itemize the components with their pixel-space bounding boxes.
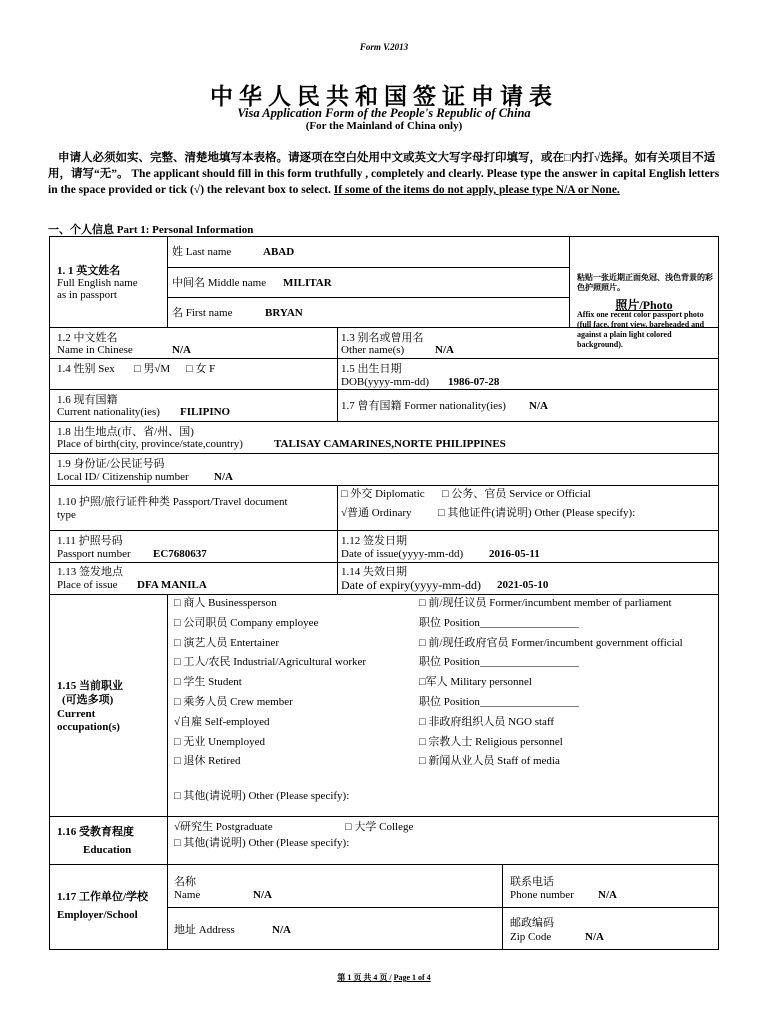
expiry-label-en: Date of expiry(yyyy-mm-dd) (341, 578, 481, 592)
chinese-name-label-en: Name in Chinese (57, 344, 133, 356)
page-number-cn: 第 1 页 共 4 页 / (337, 973, 392, 982)
occupation-left-option-5[interactable]: □ 乘务人员 Crew member (174, 696, 293, 708)
photo-instructions-en[interactable]: Affix one recent color passport photo (full face, front view, bareheaded and against a plain light colored background). (577, 310, 705, 349)
employer-label-en: Employer/School (57, 909, 138, 921)
page-footer (0, 972, 768, 983)
occupation-right-option-8[interactable]: □ 新闻从业人员 Staff of media (419, 755, 560, 768)
dob-value[interactable]: 1986-07-28 (448, 376, 500, 388)
form-subtitle: (For the Mainland of China only) (305, 120, 463, 132)
sex-male-checkbox[interactable]: □ 男√M (134, 363, 171, 375)
nationality-label-cn: 1.6 现有国籍 (57, 394, 118, 406)
former-nationality-value[interactable]: N/A (529, 400, 548, 412)
occupation-other[interactable]: □ 其他(请说明) Other (Please specify): (174, 790, 350, 802)
other-names-value[interactable]: N/A (435, 344, 454, 356)
occupation-right-option-3[interactable]: 职位 Position__________________ (419, 656, 579, 669)
phone-value[interactable]: N/A (598, 889, 617, 901)
phone-label-cn: 联系电话 (510, 876, 554, 888)
passport-type-diplomatic[interactable]: □ 外交 Diplomatic (341, 488, 425, 500)
sex-female-checkbox[interactable]: □ 女 F (186, 363, 216, 375)
middle-name-label: 中间名 Middle name (172, 277, 267, 289)
occupation-left-option-7[interactable]: □ 无业 Unemployed (174, 735, 265, 748)
education-label-en: Education (83, 844, 132, 856)
dob-label-en: DOB(yyyy-mm-dd) (341, 376, 429, 388)
occupation-left-option-0[interactable]: □ 商人 Businessperson (174, 597, 277, 609)
form-title-english: Visa Application Form of the People's Republic of China (237, 106, 531, 120)
other-names-label-cn: 1.3 别名或曾用名 (341, 332, 424, 344)
last-name-label: 姓 Last name (172, 246, 232, 258)
occupation-left-option-4[interactable]: □ 学生 Student (174, 676, 242, 689)
occupation-right-option-4[interactable]: □军人 Military personnel (419, 676, 532, 689)
photo-title: 照片/Photo (615, 298, 673, 312)
local-id-label-en: Local ID/ Citizenship number (57, 471, 189, 483)
occupation-right-option-2[interactable]: □ 前/现任政府官员 Former/incumbent government official (419, 636, 683, 649)
occupation-left-option-2[interactable]: □ 演艺人员 Entertainer (174, 636, 280, 649)
zip-label-cn: 邮政编码 (510, 917, 554, 929)
passport-type-label-2: type (57, 509, 76, 521)
instructions (48, 150, 724, 198)
passport-type-label: 1.10 护照/旅行证件种类 Passport/Travel document (57, 496, 288, 508)
full-name-label-cn: 1. 1 英文姓名 (57, 265, 121, 277)
instructions-en-underlined: If some of the items do not apply, please type N/A or None. (333, 184, 620, 196)
expiry-value[interactable]: 2021-05-10 (497, 579, 549, 591)
form-title-chinese: 中华人民共和国签证申请表 (210, 84, 558, 109)
issue-date-label-cn: 1.12 签发日期 (341, 535, 407, 547)
education-postgraduate[interactable]: √研究生 Postgraduate (174, 821, 273, 833)
passport-type-other[interactable]: □ 其他证件(请说明) Other (Please specify): (438, 507, 636, 519)
instructions-en: The applicant should fill in this form truthfully , completely and clearly. Please type the answer in capital English letters in the space provided or tick (√) the relevant box to select. (48, 168, 720, 196)
nationality-value[interactable]: FILIPINO (180, 406, 231, 418)
sex-label: 1.4 性别 Sex (57, 363, 115, 375)
first-name-value[interactable]: BRYAN (265, 307, 303, 319)
passport-type-ordinary[interactable]: √普通 Ordinary (341, 507, 412, 519)
occupation-label-en: Current (57, 708, 96, 720)
occupation-right-option-5[interactable]: 职位 Position__________________ (419, 696, 579, 708)
full-name-label-en: Full English name (57, 277, 138, 289)
other-names-label-en: Other name(s) (341, 344, 405, 356)
passport-number-label-cn: 1.11 护照号码 (57, 535, 123, 547)
passport-type-service[interactable]: □ 公务、官员 Service or Official (442, 488, 591, 500)
education-other[interactable]: □ 其他(请说明) Other (Please specify): (174, 837, 350, 849)
photo-instructions-cn: 粘贴一张近期正面免冠、浅色背景的彩色护照照片。 (577, 273, 713, 292)
issue-place-label-cn: 1.13 签发地点 (57, 566, 123, 578)
dob-label-cn: 1.5 出生日期 (341, 363, 402, 375)
full-name-label-en2: as in passport (57, 289, 117, 301)
part1-heading: 一、个人信息 Part 1: Personal Information (48, 224, 254, 236)
page-number-en: Page 1 of 4 (393, 973, 431, 982)
passport-number-value[interactable]: EC7680637 (153, 548, 207, 560)
occupation-right-option-0[interactable]: □ 前/现任议员 Former/incumbent member of parliament (419, 597, 672, 609)
issue-date-value[interactable]: 2016-05-11 (489, 548, 540, 560)
middle-name-value[interactable]: MILITAR (283, 277, 332, 289)
issue-place-value[interactable]: DFA MANILA (137, 579, 207, 591)
education-label-cn: 1.16 受教育程度 (57, 826, 134, 838)
education-college[interactable]: □ 大学 College (345, 821, 414, 833)
chinese-name-label-cn: 1.2 中文姓名 (57, 332, 118, 344)
employer-name-label-en: Name (174, 889, 201, 901)
nationality-label-en: Current nationality(ies) (57, 406, 160, 418)
occupation-left-option-3[interactable]: □ 工人/农民 Industrial/Agricultural worker (174, 656, 367, 669)
employer-name-value[interactable]: N/A (253, 889, 272, 901)
passport-number-label-en: Passport number (57, 548, 131, 560)
occupation-right-option-6[interactable]: □ 非政府组织人员 NGO staff (419, 715, 555, 728)
phone-label-en: Phone number (510, 889, 574, 901)
address-label: 地址 Address (174, 924, 235, 936)
employer-label-cn: 1.17 工作单位/学校 (57, 891, 149, 903)
expiry-label-cn: 1.14 失效日期 (341, 566, 407, 578)
occupation-left-option-8[interactable]: □ 退休 Retired (174, 755, 241, 768)
chinese-name-value[interactable]: N/A (172, 344, 191, 356)
occupation-left-option-6[interactable]: √自雇 Self-employed (174, 715, 270, 728)
zip-value[interactable]: N/A (585, 931, 604, 943)
employer-name-label-cn: 名称 (174, 876, 196, 888)
issue-date-label-en: Date of issue(yyyy-mm-dd) (341, 548, 464, 560)
former-nationality-label: 1.7 曾有国籍 Former nationality(ies) (341, 400, 506, 412)
form-version: Form V.2013 (359, 42, 409, 52)
occupation-label-cn-2: (可选多项) (62, 694, 114, 706)
birthplace-label-en: Place of birth(city, province/state,country) (57, 438, 243, 450)
first-name-label: 名 First name (172, 307, 233, 319)
occupation-right-option-7[interactable]: □ 宗教人士 Religious personnel (419, 735, 563, 748)
birthplace-value[interactable]: TALISAY CAMARINES,NORTE PHILIPPINES (274, 438, 506, 450)
zip-label-en: Zip Code (510, 931, 552, 943)
occupation-label-cn: 1.15 当前职业 (57, 680, 123, 692)
occupation-left-option-1[interactable]: □ 公司职员 Company employee (174, 616, 319, 629)
birthplace-label-cn: 1.8 出生地点(市、省/州、国) (57, 426, 194, 438)
address-value[interactable]: N/A (272, 924, 291, 936)
occupation-right-option-1[interactable]: 职位 Position__________________ (419, 616, 579, 629)
last-name-value[interactable]: ABAD (263, 246, 295, 258)
local-id-value[interactable]: N/A (214, 471, 233, 483)
local-id-label-cn: 1.9 身份证/公民证号码 (57, 458, 165, 470)
occupation-label-en-2: occupation(s) (57, 721, 120, 733)
issue-place-label-en: Place of issue (57, 579, 118, 591)
instructions-cn: 申请人必须如实、完整、清楚地填写本表格。请逐项在空白处用中文或英文大写字母打印填写，或在□内打√选择。如有关项目不适用，请写“无”。 (48, 152, 716, 180)
